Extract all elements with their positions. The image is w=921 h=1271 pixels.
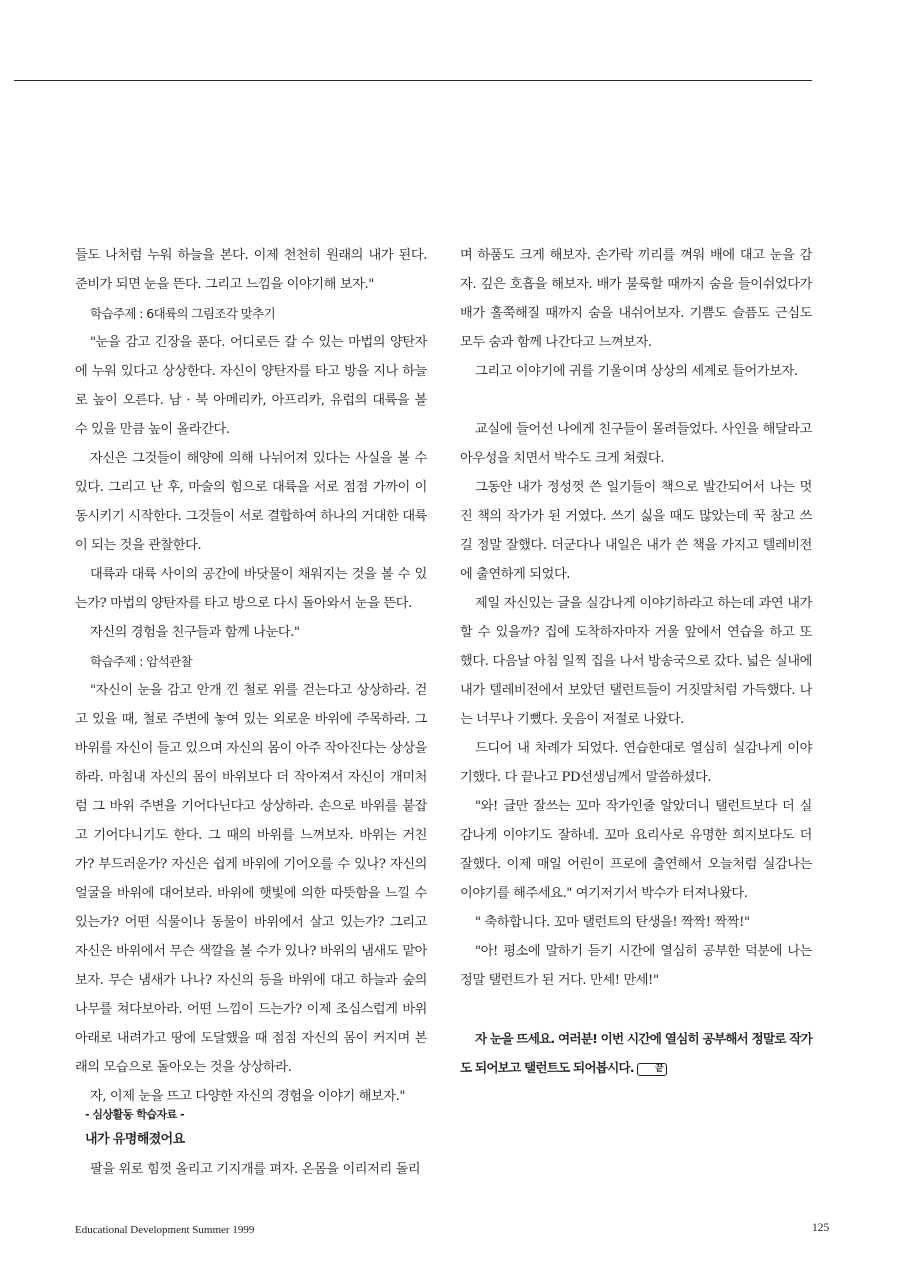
- section-gap: [460, 386, 812, 415]
- lesson-topic-heading: 학습주제 : 암석관찰: [90, 654, 193, 669]
- paragraph: 자, 이제 눈을 뜨고 다양한 자신의 경험을 이야기 해보자.": [90, 1089, 406, 1104]
- paragraph: 대륙과 대륙 사이의 공간에 바닷물이 채워지는 것을 볼 수 있는가? 마법의 양탄자를 타고 방으로 다시 돌아와서 눈을 뜬다.: [75, 567, 427, 611]
- paragraph: "눈을 감고 긴장을 푼다. 어디로든 갈 수 있는 마법의 양탄자에 누워 있다고 상상한다. 자신이 양탄자를 타고 방을 지나 하늘로 높이 오른다. 남 · 북 아메리카, 아프리카, 유럽의 대륙을 볼 수 있을 만큼 높이 올라간다.: [75, 335, 427, 437]
- paragraph: 제일 자신있는 글을 실감나게 이야기하라고 하는데 과연 내가 할 수 있을까? 집에 도착하자마자 거울 앞에서 연습을 하고 또 했다. 다음날 아침 일찍 집을 나서 방송국으로 갔다. 넓은 실내에 내가 텔레비전에서 보았던 탤런트들이 거짓말처럼 가득했다. 나는 너무나 기뻤다. 웃음이 저절로 나왔다.: [460, 596, 812, 727]
- right-column: [460, 241, 812, 1082]
- top-rule: [14, 80, 812, 81]
- paragraph: 드디어 내 차례가 되었다. 연습한대로 열심히 실감나게 이야기했다. 다 끝나고 PD선생님께서 말씀하셨다.: [460, 741, 812, 785]
- paragraph: 며 하품도 크게 해보자. 손가락 끼리를 껴워 배에 대고 눈을 감자. 깊은 호흡을 해보자. 배가 불룩할 때까지 숨을 들이쉬었다가 배가 홀쭉해질 때까지 숨을 내쉬어보자. 기쁨도 슬픔도 근심도 모두 숨과 함께 나간다고 느껴보자.: [460, 248, 812, 350]
- paragraph: "아! 평소에 말하기 듣기 시간에 열심히 공부한 덕분에 나는 정말 탤런트가 된 거다. 만세! 만세!": [460, 944, 812, 988]
- page-number: 125: [812, 1222, 830, 1234]
- source-title: 내가 유명해졌어요: [85, 1132, 185, 1147]
- journal-footer: Educational Development Summer 1999: [75, 1224, 255, 1236]
- source-material: [75, 1105, 427, 1184]
- paragraph: " 축하합니다. 꼬마 탤런트의 탄생을! 짝짝! 짝짝!": [475, 915, 750, 930]
- end-mark: 끝: [637, 1063, 667, 1076]
- closing-paragraph: [460, 1024, 812, 1082]
- paragraph: 자신은 그것들이 해양에 의해 나뉘어져 있다는 사실을 볼 수 있다. 그리고 난 후, 마술의 힘으로 대륙을 서로 점점 가까이 이동시키기 시작한다. 그것들이 서로 결합하여 하나의 거대한 대륙이 되는 것을 관찰한다.: [75, 451, 427, 553]
- paragraph: 그동안 내가 정성껏 쓴 일기들이 책으로 발간되어서 나는 멋진 책의 작가가 된 거였다. 쓰기 싫을 때도 많았는데 꾹 참고 쓰길 정말 잘했다. 더군다나 내일은 내가 쓴 책을 가지고 텔레비전에 출연하게 되었다.: [460, 480, 812, 582]
- lesson-topic-heading: 학습주제 : 6대륙의 그림조각 맞추기: [90, 306, 276, 321]
- paragraph: 그리고 이야기에 귀를 기울이며 상상의 세계로 들어가보자.: [475, 364, 798, 379]
- paragraph: 들도 나처럼 누워 하늘을 본다. 이제 천천히 원래의 내가 된다. 준비가 되면 눈을 뜬다. 그리고 느낌을 이야기해 보자.": [75, 248, 427, 292]
- paragraph: 자신의 경험을 친구들과 함께 나눈다.": [90, 625, 300, 640]
- left-column: [75, 241, 427, 1111]
- paragraph: "자신이 눈을 감고 안개 낀 철로 위를 걷는다고 상상하라. 걷고 있을 때, 철로 주변에 놓여 있는 외로운 바위에 주목하라. 그 바위를 자신이 들고 있으며 자신의 몸이 아주 작아진다는 상상을 하라. 마침내 자신의 몸이 바위보다 더 작아져서 자신이 개미처럼 그 바위 주변을 기어다닌다고 상상하라. 손으로 바위를 붙잡고 기어다니기도 한다. 그 때의 바위를 느껴보자. 바위는 거친가? 부드러운가? 자신은 쉽게 바위에 기어오를 수 있나? 자신의 얼굴을 바위에 대어보라. 바위에 햇빛에 의한 따뜻함을 느낄 수 있는가? 어떤 식물이나 동물이 바위에서 살고 있는가? 그리고 자신은 바위에서 무슨 색깔을 볼 수가 있나? 바위의 냄새도 맡아보자. 무슨 냄새가 나나? 자신의 등을 바위에 대고 하늘과 숲의 나무를 쳐다보아라. 어떤 느낌이 드는가? 이제 조심스럽게 바위 아래로 내려가고 땅에 도달했을 때 점점 자신의 몸이 커지며 본래의 모습으로 돌아오는 것을 상상하라.: [75, 683, 427, 1075]
- closing-text: 자 눈을 뜨세요. 여러분! 이번 시간에 열심히 공부해서 정말로 작가도 되어보고 탤런트도 되어봅시다.: [460, 1031, 812, 1075]
- paragraph: 교실에 들어선 나에게 친구들이 몰려들었다. 사인을 해달라고 아우성을 치면서 박수도 크게 쳐줬다.: [460, 422, 812, 466]
- paragraph: "와! 글만 잘쓰는 꼬마 작가인줄 알았더니 탤런트보다 더 실감나게 이야기도 잘하네. 꼬마 요리사로 유명한 희지보다도 더 잘했다. 이제 매일 어린이 프로에 출연해서 오늘처럼 실감나는 이야기를 해주세요." 여기저기서 박수가 터져나왔다.: [460, 799, 812, 901]
- source-label: - 심상활동 학습자료 -: [85, 1108, 185, 1121]
- section-gap: [460, 995, 812, 1024]
- paragraph: 팔을 위로 힘껏 올리고 기지개를 펴자. 온몸을 이리저리 돌리: [90, 1162, 421, 1177]
